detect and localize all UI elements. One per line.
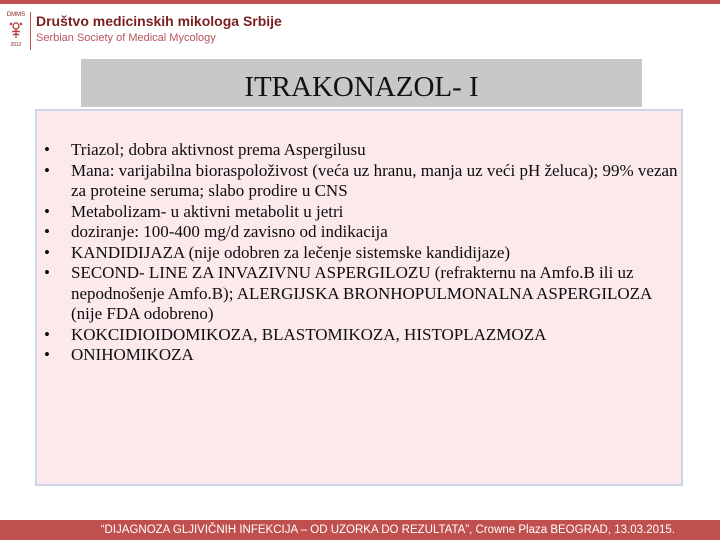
bullet-item — [44, 243, 684, 264]
footer-event-text: “DIJAGNOZA GLJIVIČNIH INFEKCIJA – OD UZORKA DO REZULTATA”, Crowne Plaza BEOGRAD, 13.03.2015. — [100, 524, 675, 536]
organization-name-english: Serbian Society of Medical Mycology — [36, 32, 216, 44]
bullet-item — [44, 263, 684, 325]
bullet-item — [44, 140, 684, 161]
top-accent-bar — [0, 0, 720, 4]
bullet-icon: • — [44, 160, 50, 180]
bullet-icon: • — [44, 345, 50, 364]
society-logo-icon — [7, 20, 25, 40]
bullet-text: KANDIDIJAZA (nije odobren za lečenje sistemske kandidijaze) — [71, 242, 511, 262]
bullet-list — [44, 140, 684, 366]
bullet-item — [44, 345, 684, 366]
bullet-item — [44, 222, 684, 243]
bullet-text: Triazol; dobra aktivnost prema Aspergilusu — [71, 140, 366, 159]
organization-name: Društvo medicinskih mikologa Srbije — [36, 13, 282, 29]
bullet-text: ONIHOMIKOZA — [71, 345, 194, 364]
bullet-item — [44, 202, 684, 223]
bullet-icon: • — [44, 242, 50, 262]
logo-abbreviation: DMMS — [6, 12, 26, 18]
bullet-item — [44, 325, 684, 346]
bullet-icon: • — [44, 263, 50, 282]
bullet-text: doziranje: 100-400 mg/d zavisno od indikacija — [71, 222, 388, 241]
bullet-icon: • — [44, 324, 50, 344]
bullet-text: SECOND- LINE ZA INVAZIVNU ASPERGILOZU (refrakternu na Amfo.B ili uz nepodnošenje Amfo.B); ALERGIJSKA BRONHOPULMONALNA ASPERGILOZA (nije FDA odobreno) — [71, 263, 652, 323]
bullet-icon: • — [44, 140, 50, 159]
header-divider — [30, 12, 31, 50]
footer-bar — [0, 520, 720, 540]
title-banner — [81, 59, 642, 107]
bullet-icon: • — [44, 222, 50, 241]
society-logo — [3, 12, 29, 52]
slide-title: ITRAKONAZOL- I — [244, 71, 479, 103]
logo-year: 2012 — [10, 42, 22, 48]
bullet-text: Metabolizam- u aktivni metabolit u jetri — [71, 201, 344, 221]
bullet-item — [44, 161, 684, 202]
bullet-text: KOKCIDIOIDOMIKOZA, BLASTOMIKOZA, HISTOPLAZMOZA — [71, 324, 547, 344]
bullet-icon: • — [44, 201, 50, 221]
bullet-text: Mana: varijabilna bioraspoloživost (veća uz hranu, manja uz veći pH želuca); 99% vezan za proteine seruma; slabo prodire u CNS — [71, 160, 678, 200]
